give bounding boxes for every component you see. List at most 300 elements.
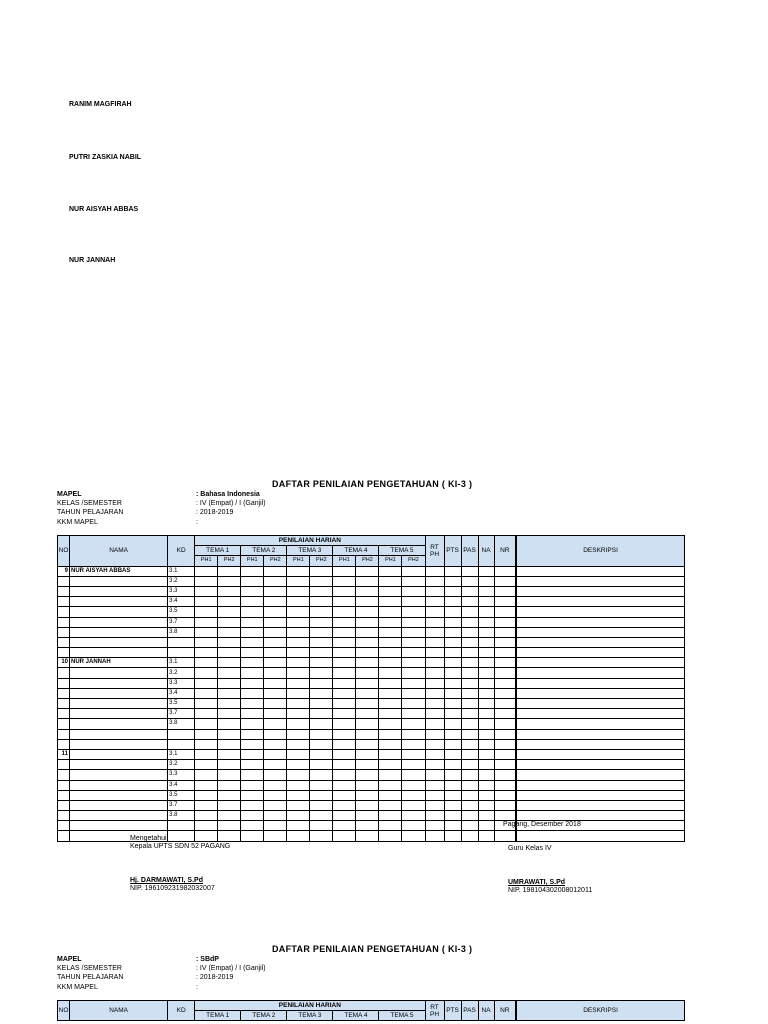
grade-cell[interactable] — [516, 699, 684, 709]
grade-cell[interactable] — [379, 790, 402, 800]
grade-cell[interactable] — [379, 770, 402, 780]
grade-cell[interactable] — [333, 586, 356, 596]
grade-cell[interactable] — [333, 719, 356, 729]
grade-cell[interactable] — [444, 709, 461, 719]
grade-cell[interactable] — [379, 821, 402, 831]
grade-cell[interactable] — [425, 668, 444, 678]
grade-cell[interactable] — [218, 607, 241, 617]
grade-cell[interactable] — [402, 586, 425, 596]
grade-cell[interactable] — [494, 597, 516, 607]
grade-cell[interactable] — [333, 627, 356, 637]
grade-cell[interactable] — [444, 699, 461, 709]
grade-cell[interactable] — [379, 800, 402, 810]
grade-cell[interactable] — [333, 760, 356, 770]
grade-cell[interactable] — [461, 678, 478, 688]
grade-cell[interactable] — [402, 617, 425, 627]
grade-cell[interactable] — [444, 760, 461, 770]
grade-cell[interactable] — [494, 831, 516, 841]
grade-cell[interactable] — [478, 627, 494, 637]
grade-cell[interactable] — [444, 780, 461, 790]
grade-cell[interactable] — [356, 729, 379, 739]
grade-cell[interactable] — [356, 678, 379, 688]
grade-cell[interactable] — [444, 719, 461, 729]
grade-cell[interactable] — [333, 648, 356, 658]
grade-cell[interactable] — [310, 617, 333, 627]
grade-cell[interactable] — [195, 729, 218, 739]
grade-cell[interactable] — [264, 719, 287, 729]
grade-cell[interactable] — [264, 576, 287, 586]
grade-cell[interactable] — [494, 668, 516, 678]
grade-cell[interactable] — [425, 821, 444, 831]
grade-cell[interactable] — [402, 668, 425, 678]
grade-cell[interactable] — [494, 800, 516, 810]
grade-cell[interactable] — [478, 800, 494, 810]
grade-cell[interactable] — [195, 688, 218, 698]
grade-cell[interactable] — [241, 688, 264, 698]
grade-cell[interactable] — [494, 760, 516, 770]
grade-cell[interactable] — [402, 719, 425, 729]
grade-cell[interactable] — [444, 770, 461, 780]
grade-cell[interactable] — [478, 749, 494, 759]
grade-cell[interactable] — [287, 699, 310, 709]
grade-cell[interactable] — [402, 770, 425, 780]
grade-cell[interactable] — [379, 637, 402, 647]
grade-cell[interactable] — [356, 617, 379, 627]
grade-cell[interactable] — [218, 780, 241, 790]
grade-cell[interactable] — [516, 811, 684, 821]
grade-cell[interactable] — [310, 770, 333, 780]
grade-cell[interactable] — [461, 739, 478, 749]
grade-cell[interactable] — [402, 627, 425, 637]
grade-cell[interactable] — [218, 627, 241, 637]
grade-cell[interactable] — [218, 678, 241, 688]
grade-cell[interactable] — [425, 648, 444, 658]
grade-cell[interactable] — [356, 586, 379, 596]
grade-cell[interactable] — [195, 648, 218, 658]
grade-cell[interactable] — [218, 811, 241, 821]
grade-cell[interactable] — [241, 760, 264, 770]
grade-cell[interactable] — [461, 709, 478, 719]
grade-cell[interactable] — [241, 699, 264, 709]
grade-cell[interactable] — [287, 770, 310, 780]
grade-cell[interactable] — [461, 770, 478, 780]
grade-cell[interactable] — [333, 607, 356, 617]
grade-cell[interactable] — [356, 790, 379, 800]
grade-cell[interactable] — [461, 658, 478, 668]
grade-cell[interactable] — [379, 576, 402, 586]
grade-cell[interactable] — [333, 658, 356, 668]
grade-cell[interactable] — [264, 749, 287, 759]
grade-cell[interactable] — [195, 658, 218, 668]
grade-cell[interactable] — [478, 607, 494, 617]
grade-cell[interactable] — [333, 821, 356, 831]
grade-cell[interactable] — [425, 760, 444, 770]
grade-cell[interactable] — [310, 627, 333, 637]
grade-cell[interactable] — [461, 617, 478, 627]
grade-cell[interactable] — [516, 566, 684, 576]
grade-cell[interactable] — [425, 811, 444, 821]
grade-cell[interactable] — [241, 678, 264, 688]
grade-cell[interactable] — [241, 811, 264, 821]
grade-cell[interactable] — [402, 831, 425, 841]
grade-cell[interactable] — [478, 617, 494, 627]
grade-cell[interactable] — [516, 617, 684, 627]
grade-cell[interactable] — [478, 780, 494, 790]
grade-cell[interactable] — [379, 658, 402, 668]
grade-cell[interactable] — [425, 719, 444, 729]
grade-cell[interactable] — [402, 688, 425, 698]
grade-cell[interactable] — [516, 760, 684, 770]
grade-cell[interactable] — [218, 668, 241, 678]
grade-cell[interactable] — [287, 607, 310, 617]
grade-cell[interactable] — [241, 586, 264, 596]
grade-cell[interactable] — [444, 597, 461, 607]
grade-cell[interactable] — [333, 678, 356, 688]
grade-cell[interactable] — [425, 627, 444, 637]
grade-cell[interactable] — [310, 586, 333, 596]
grade-cell[interactable] — [494, 699, 516, 709]
grade-cell[interactable] — [516, 831, 684, 841]
grade-cell[interactable] — [402, 709, 425, 719]
grade-cell[interactable] — [356, 811, 379, 821]
grade-cell[interactable] — [444, 831, 461, 841]
grade-cell[interactable] — [478, 668, 494, 678]
grade-cell[interactable] — [195, 760, 218, 770]
grade-cell[interactable] — [287, 811, 310, 821]
grade-cell[interactable] — [356, 648, 379, 658]
grade-cell[interactable] — [356, 637, 379, 647]
grade-cell[interactable] — [379, 566, 402, 576]
grade-cell[interactable] — [264, 658, 287, 668]
grade-cell[interactable] — [461, 800, 478, 810]
grade-cell[interactable] — [444, 739, 461, 749]
grade-cell[interactable] — [478, 637, 494, 647]
grade-cell[interactable] — [402, 790, 425, 800]
grade-cell[interactable] — [287, 688, 310, 698]
grade-cell[interactable] — [264, 637, 287, 647]
grade-cell[interactable] — [264, 627, 287, 637]
grade-cell[interactable] — [516, 688, 684, 698]
grade-cell[interactable] — [461, 780, 478, 790]
grade-cell[interactable] — [264, 780, 287, 790]
grade-cell[interactable] — [241, 749, 264, 759]
grade-cell[interactable] — [310, 678, 333, 688]
grade-cell[interactable] — [287, 719, 310, 729]
grade-cell[interactable] — [402, 678, 425, 688]
grade-cell[interactable] — [516, 749, 684, 759]
grade-cell[interactable] — [287, 831, 310, 841]
grade-cell[interactable] — [461, 648, 478, 658]
grade-cell[interactable] — [195, 607, 218, 617]
grade-cell[interactable] — [494, 729, 516, 739]
grade-cell[interactable] — [287, 678, 310, 688]
grade-cell[interactable] — [402, 729, 425, 739]
grade-cell[interactable] — [264, 770, 287, 780]
grade-cell[interactable] — [287, 709, 310, 719]
grade-cell[interactable] — [425, 800, 444, 810]
grade-cell[interactable] — [333, 811, 356, 821]
grade-cell[interactable] — [218, 566, 241, 576]
grade-cell[interactable] — [444, 627, 461, 637]
grade-cell[interactable] — [287, 576, 310, 586]
grade-cell[interactable] — [264, 811, 287, 821]
grade-cell[interactable] — [461, 668, 478, 678]
grade-cell[interactable] — [478, 678, 494, 688]
grade-cell[interactable] — [478, 831, 494, 841]
grade-cell[interactable] — [494, 607, 516, 617]
grade-cell[interactable] — [287, 566, 310, 576]
grade-cell[interactable] — [356, 760, 379, 770]
grade-cell[interactable] — [287, 780, 310, 790]
grade-cell[interactable] — [241, 780, 264, 790]
grade-cell[interactable] — [310, 709, 333, 719]
grade-cell[interactable] — [402, 566, 425, 576]
grade-cell[interactable] — [425, 586, 444, 596]
grade-cell[interactable] — [287, 749, 310, 759]
grade-cell[interactable] — [379, 607, 402, 617]
grade-cell[interactable] — [310, 699, 333, 709]
grade-cell[interactable] — [402, 749, 425, 759]
grade-cell[interactable] — [425, 607, 444, 617]
grade-cell[interactable] — [264, 739, 287, 749]
grade-cell[interactable] — [356, 739, 379, 749]
grade-cell[interactable] — [494, 617, 516, 627]
grade-cell[interactable] — [333, 637, 356, 647]
grade-cell[interactable] — [444, 586, 461, 596]
grade-cell[interactable] — [494, 627, 516, 637]
grade-cell[interactable] — [478, 648, 494, 658]
grade-cell[interactable] — [218, 699, 241, 709]
grade-cell[interactable] — [241, 627, 264, 637]
grade-cell[interactable] — [494, 739, 516, 749]
grade-cell[interactable] — [195, 800, 218, 810]
grade-cell[interactable] — [379, 749, 402, 759]
grade-cell[interactable] — [333, 576, 356, 586]
grade-cell[interactable] — [379, 586, 402, 596]
grade-cell[interactable] — [444, 607, 461, 617]
grade-cell[interactable] — [218, 709, 241, 719]
grade-cell[interactable] — [402, 821, 425, 831]
grade-cell[interactable] — [195, 597, 218, 607]
grade-cell[interactable] — [494, 709, 516, 719]
grade-cell[interactable] — [478, 719, 494, 729]
grade-cell[interactable] — [310, 760, 333, 770]
grade-cell[interactable] — [461, 688, 478, 698]
grade-cell[interactable] — [195, 576, 218, 586]
grade-cell[interactable] — [478, 576, 494, 586]
grade-cell[interactable] — [241, 617, 264, 627]
grade-cell[interactable] — [461, 637, 478, 647]
grade-cell[interactable] — [241, 790, 264, 800]
grade-cell[interactable] — [356, 699, 379, 709]
grade-cell[interactable] — [356, 668, 379, 678]
grade-cell[interactable] — [461, 586, 478, 596]
grade-cell[interactable] — [287, 821, 310, 831]
grade-cell[interactable] — [516, 607, 684, 617]
grade-cell[interactable] — [287, 658, 310, 668]
grade-cell[interactable] — [444, 668, 461, 678]
grade-cell[interactable] — [402, 658, 425, 668]
grade-cell[interactable] — [287, 586, 310, 596]
grade-cell[interactable] — [461, 760, 478, 770]
grade-cell[interactable] — [218, 760, 241, 770]
grade-cell[interactable] — [379, 739, 402, 749]
grade-cell[interactable] — [310, 668, 333, 678]
grade-cell[interactable] — [195, 749, 218, 759]
grade-cell[interactable] — [333, 699, 356, 709]
grade-cell[interactable] — [333, 800, 356, 810]
grade-cell[interactable] — [425, 831, 444, 841]
grade-cell[interactable] — [241, 739, 264, 749]
grade-cell[interactable] — [494, 688, 516, 698]
grade-cell[interactable] — [333, 709, 356, 719]
grade-cell[interactable] — [425, 678, 444, 688]
grade-cell[interactable] — [494, 648, 516, 658]
grade-cell[interactable] — [494, 790, 516, 800]
grade-cell[interactable] — [310, 800, 333, 810]
grade-cell[interactable] — [444, 678, 461, 688]
grade-cell[interactable] — [218, 658, 241, 668]
grade-cell[interactable] — [444, 729, 461, 739]
grade-cell[interactable] — [494, 576, 516, 586]
grade-cell[interactable] — [402, 780, 425, 790]
grade-cell[interactable] — [264, 800, 287, 810]
grade-cell[interactable] — [356, 576, 379, 586]
grade-cell[interactable] — [356, 688, 379, 698]
grade-cell[interactable] — [310, 566, 333, 576]
grade-cell[interactable] — [379, 831, 402, 841]
grade-cell[interactable] — [478, 811, 494, 821]
grade-cell[interactable] — [310, 648, 333, 658]
grade-cell[interactable] — [218, 597, 241, 607]
grade-cell[interactable] — [333, 597, 356, 607]
grade-cell[interactable] — [310, 719, 333, 729]
grade-cell[interactable] — [241, 607, 264, 617]
grade-cell[interactable] — [461, 831, 478, 841]
grade-cell[interactable] — [379, 811, 402, 821]
grade-cell[interactable] — [444, 811, 461, 821]
grade-cell[interactable] — [241, 709, 264, 719]
grade-cell[interactable] — [195, 586, 218, 596]
grade-cell[interactable] — [241, 658, 264, 668]
grade-cell[interactable] — [516, 678, 684, 688]
grade-cell[interactable] — [333, 831, 356, 841]
grade-cell[interactable] — [218, 648, 241, 658]
grade-cell[interactable] — [425, 780, 444, 790]
grade-cell[interactable] — [478, 597, 494, 607]
grade-cell[interactable] — [402, 800, 425, 810]
grade-cell[interactable] — [425, 688, 444, 698]
grade-cell[interactable] — [444, 617, 461, 627]
grade-cell[interactable] — [310, 637, 333, 647]
grade-cell[interactable] — [195, 811, 218, 821]
grade-cell[interactable] — [425, 566, 444, 576]
grade-cell[interactable] — [461, 811, 478, 821]
grade-cell[interactable] — [333, 770, 356, 780]
grade-cell[interactable] — [264, 586, 287, 596]
grade-cell[interactable] — [444, 800, 461, 810]
grade-cell[interactable] — [264, 831, 287, 841]
grade-cell[interactable] — [218, 637, 241, 647]
grade-cell[interactable] — [241, 566, 264, 576]
grade-cell[interactable] — [478, 566, 494, 576]
grade-cell[interactable] — [516, 668, 684, 678]
grade-cell[interactable] — [425, 699, 444, 709]
grade-cell[interactable] — [402, 648, 425, 658]
grade-cell[interactable] — [241, 770, 264, 780]
grade-cell[interactable] — [516, 800, 684, 810]
grade-cell[interactable] — [516, 780, 684, 790]
grade-cell[interactable] — [444, 821, 461, 831]
grade-cell[interactable] — [310, 749, 333, 759]
grade-cell[interactable] — [333, 617, 356, 627]
grade-cell[interactable] — [444, 648, 461, 658]
grade-cell[interactable] — [494, 658, 516, 668]
grade-cell[interactable] — [356, 770, 379, 780]
grade-cell[interactable] — [333, 729, 356, 739]
grade-cell[interactable] — [333, 668, 356, 678]
grade-cell[interactable] — [402, 637, 425, 647]
grade-cell[interactable] — [195, 668, 218, 678]
grade-cell[interactable] — [516, 658, 684, 668]
grade-cell[interactable] — [494, 749, 516, 759]
grade-cell[interactable] — [356, 658, 379, 668]
grade-cell[interactable] — [478, 586, 494, 596]
grade-cell[interactable] — [494, 678, 516, 688]
grade-cell[interactable] — [218, 719, 241, 729]
grade-cell[interactable] — [195, 790, 218, 800]
grade-cell[interactable] — [379, 617, 402, 627]
grade-cell[interactable] — [478, 770, 494, 780]
grade-cell[interactable] — [195, 617, 218, 627]
grade-cell[interactable] — [356, 821, 379, 831]
grade-cell[interactable] — [402, 597, 425, 607]
grade-cell[interactable] — [516, 597, 684, 607]
grade-cell[interactable] — [287, 739, 310, 749]
grade-cell[interactable] — [402, 811, 425, 821]
grade-cell[interactable] — [287, 668, 310, 678]
grade-cell[interactable] — [356, 607, 379, 617]
grade-cell[interactable] — [425, 709, 444, 719]
grade-cell[interactable] — [241, 648, 264, 658]
grade-cell[interactable] — [333, 688, 356, 698]
grade-cell[interactable] — [241, 719, 264, 729]
grade-cell[interactable] — [195, 627, 218, 637]
grade-cell[interactable] — [444, 749, 461, 759]
grade-cell[interactable] — [494, 586, 516, 596]
grade-cell[interactable] — [425, 576, 444, 586]
grade-cell[interactable] — [241, 800, 264, 810]
grade-cell[interactable] — [287, 637, 310, 647]
grade-cell[interactable] — [310, 831, 333, 841]
grade-cell[interactable] — [444, 688, 461, 698]
grade-cell[interactable] — [241, 637, 264, 647]
grade-cell[interactable] — [264, 566, 287, 576]
grade-cell[interactable] — [444, 637, 461, 647]
grade-cell[interactable] — [241, 668, 264, 678]
grade-cell[interactable] — [264, 607, 287, 617]
grade-cell[interactable] — [516, 586, 684, 596]
grade-cell[interactable] — [402, 739, 425, 749]
grade-cell[interactable] — [195, 566, 218, 576]
grade-cell[interactable] — [218, 586, 241, 596]
grade-cell[interactable] — [461, 566, 478, 576]
grade-cell[interactable] — [356, 627, 379, 637]
grade-cell[interactable] — [310, 607, 333, 617]
grade-cell[interactable] — [356, 709, 379, 719]
grade-cell[interactable] — [195, 739, 218, 749]
grade-cell[interactable] — [379, 648, 402, 658]
